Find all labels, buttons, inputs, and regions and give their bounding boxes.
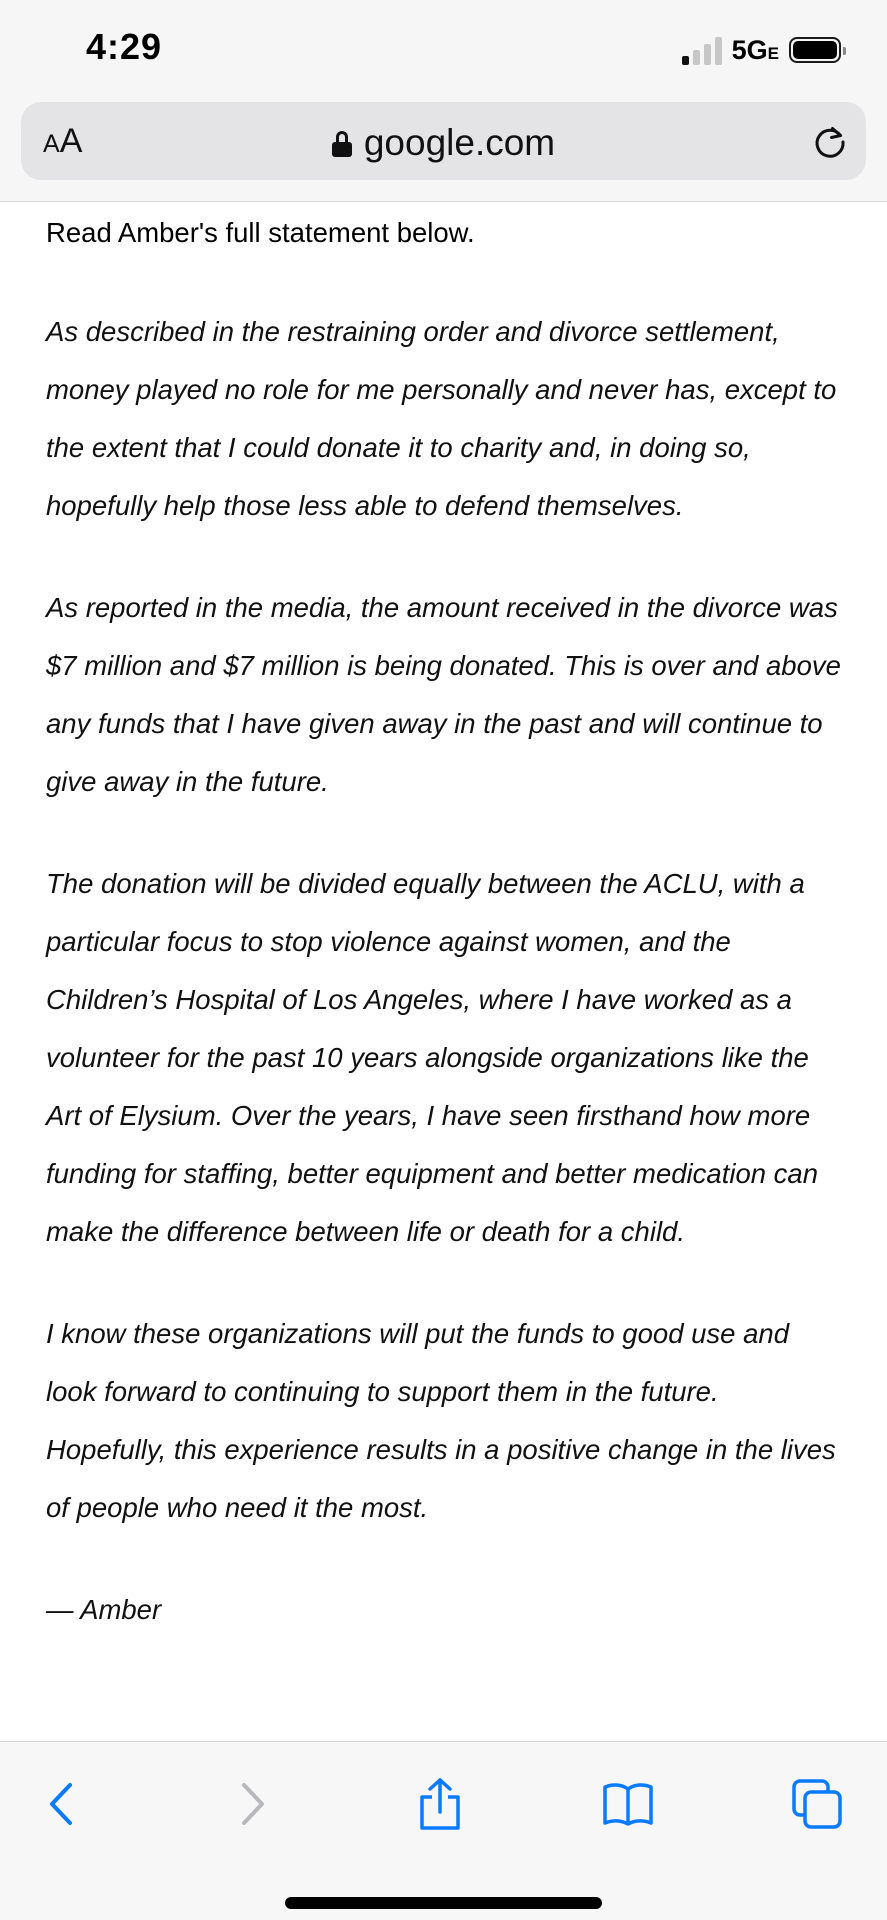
text-size-button[interactable]: A A (43, 122, 83, 160)
back-button[interactable] (32, 1774, 92, 1834)
status-bar (0, 0, 887, 100)
bookmarks-button[interactable] (598, 1774, 658, 1834)
back-icon (42, 1779, 82, 1829)
statement-signature: — Amber (46, 1594, 162, 1625)
lock-icon (332, 131, 352, 157)
tabs-icon (791, 1778, 843, 1830)
share-button[interactable] (410, 1774, 470, 1834)
address-bar[interactable] (21, 102, 866, 180)
browser-address-area (0, 100, 887, 202)
browser-toolbar (0, 1741, 887, 1920)
url-domain[interactable] (21, 122, 866, 164)
status-time: 4:29 (86, 26, 163, 67)
forward-icon (232, 1779, 272, 1829)
bookmarks-icon (601, 1780, 655, 1828)
battery-icon (789, 37, 841, 63)
share-icon (417, 1777, 463, 1831)
statement-paragraph-3: The donation will be divided equally between the ACLU, with a particular focus to stop violence against women, and the Children’s Hospital of Los Angeles, where I have worked as a volunteer for the past 10 years alongside organizations like the Art of Elysium. Over the years, I have seen firsthand how more funding for staffing, better equipment and better medication can make the difference between life or death for a child. (46, 868, 819, 1247)
article-content (46, 203, 846, 1639)
status-indicators (682, 34, 841, 66)
domain-text: google.com (363, 122, 556, 163)
tabs-button[interactable] (787, 1774, 847, 1834)
cellular-signal-icon (682, 35, 722, 65)
statement-paragraph-2: As reported in the media, the amount received in the divorce was $7 million and $7 million is being donated. This is over and above any funds that I have given away in the past and will continue to give away in the future. (46, 592, 841, 797)
statement-paragraph-4: I know these organizations will put the funds to good use and look forward to continuing to support them in the future. Hopefully, this experience results in a positive change in the lives of people who need it the most. (46, 1318, 836, 1523)
home-indicator[interactable] (285, 1897, 602, 1909)
network-type: 5GE (731, 34, 779, 65)
article-intro: Read Amber's full statement below. (46, 217, 475, 248)
statement-paragraph-1: As described in the restraining order and divorce settlement, money played no role for me personally and never has, except to the extent that I could donate it to charity and, in doing so, hopefully help those less able to defend themselves. (46, 316, 837, 521)
forward-button[interactable] (222, 1774, 282, 1834)
reload-icon[interactable] (810, 122, 850, 162)
